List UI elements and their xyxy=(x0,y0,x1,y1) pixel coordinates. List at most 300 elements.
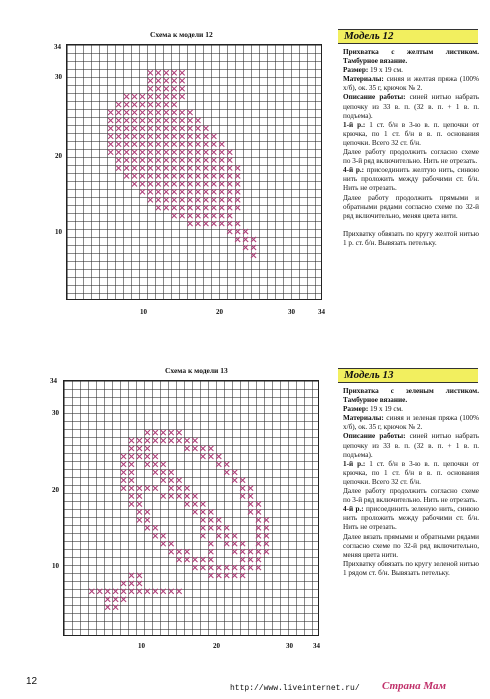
cross-stitch xyxy=(216,533,221,538)
cross-stitch xyxy=(89,589,94,594)
row1-label: 1-й р.: xyxy=(343,120,366,129)
cross-stitch xyxy=(203,205,208,210)
cross-stitch xyxy=(200,525,205,530)
cross-stitch xyxy=(187,197,192,202)
cross-stitch xyxy=(156,142,161,147)
cross-stitch xyxy=(235,205,240,210)
cross-stitch xyxy=(224,533,229,538)
desc-text: синей нитью набрать цепочку из 33 в. п. (32 в. п. + 1 в. п. подъема). xyxy=(343,93,479,120)
cross-stitch xyxy=(153,486,158,491)
cross-stitch xyxy=(124,173,129,178)
cross-stitch xyxy=(121,486,126,491)
cross-stitch xyxy=(216,565,221,570)
cross-stitch xyxy=(232,565,237,570)
axis-top-label: 34 xyxy=(50,377,57,385)
axis-bottom-label-10: 10 xyxy=(138,642,145,650)
cross-stitch xyxy=(219,181,224,186)
cross-stitch xyxy=(227,189,232,194)
cross-stitch xyxy=(172,197,177,202)
cross-stitch xyxy=(164,102,169,107)
cross-stitch xyxy=(240,573,245,578)
cross-stitch xyxy=(172,78,177,83)
cross-stitch xyxy=(195,197,200,202)
cross-stitch xyxy=(243,237,248,242)
cross-stitch xyxy=(211,213,216,218)
cross-stitch xyxy=(172,70,177,75)
cross-stitch xyxy=(187,150,192,155)
cross-stitch xyxy=(219,213,224,218)
cross-stitch xyxy=(224,525,229,530)
cross-stitch xyxy=(169,430,174,435)
cross-stitch xyxy=(132,142,137,147)
row1-text: 1 ст. б/н в 3-ю в. п. цепочки от крючка, по 1 ст. б/н в в. п. основания цепочки. Всего 32 ст. б/н. xyxy=(343,120,479,147)
continue-text-2: Далее работу продолжить прямыми и обратными рядами согласно схеме по 32-й ряд включительно, меняя цвета нити. xyxy=(343,193,479,220)
cross-stitch xyxy=(169,494,174,499)
materials-label: Материалы: xyxy=(343,75,384,84)
cross-stitch xyxy=(195,221,200,226)
cross-stitch xyxy=(164,70,169,75)
cross-stitch xyxy=(224,462,229,467)
cross-stitch xyxy=(132,173,137,178)
cross-stitch xyxy=(227,165,232,170)
cross-stitch xyxy=(140,102,145,107)
cross-stitch xyxy=(172,173,177,178)
cross-stitch xyxy=(180,134,185,139)
cross-stitch xyxy=(140,150,145,155)
cross-stitch xyxy=(156,205,161,210)
cross-stitch xyxy=(161,470,166,475)
cross-stitch xyxy=(224,470,229,475)
cross-stitch xyxy=(172,118,177,123)
cross-stitch xyxy=(140,158,145,163)
cross-stitch xyxy=(203,197,208,202)
axis-left-label-10: 10 xyxy=(55,228,62,236)
cross-stitch xyxy=(105,605,110,610)
model-header-label: Модель 13 xyxy=(344,369,394,381)
cross-stitch xyxy=(156,189,161,194)
cross-stitch xyxy=(211,165,216,170)
axis-bottom-label-34: 34 xyxy=(313,642,320,650)
cross-stitch xyxy=(140,181,145,186)
size-label: Размер: xyxy=(343,405,369,414)
cross-stitch xyxy=(224,541,229,546)
cross-stitch xyxy=(161,462,166,467)
cross-stitch xyxy=(235,189,240,194)
desc-label: Описание работы: xyxy=(343,432,406,441)
cross-stitch xyxy=(227,229,232,234)
cross-stitch xyxy=(227,197,232,202)
cross-stitch xyxy=(129,462,134,467)
cross-stitch xyxy=(124,118,129,123)
cross-stitch xyxy=(124,94,129,99)
cross-stitch xyxy=(219,142,224,147)
cross-stitch xyxy=(200,509,205,514)
cross-stitch xyxy=(203,134,208,139)
cross-stitch xyxy=(187,165,192,170)
cross-stitch xyxy=(145,517,150,522)
cross-stitch xyxy=(227,221,232,226)
cross-stitch xyxy=(211,181,216,186)
chart-title-13: Схема к модели 13 xyxy=(165,366,228,375)
cross-stitch xyxy=(172,189,177,194)
cross-stitch xyxy=(156,126,161,131)
model-description-12 xyxy=(343,48,479,248)
cross-stitch xyxy=(124,158,129,163)
cross-stitch xyxy=(156,94,161,99)
cross-stitch xyxy=(180,158,185,163)
cross-stitch xyxy=(132,150,137,155)
cross-stitch xyxy=(124,150,129,155)
cross-stitch xyxy=(140,142,145,147)
cross-stitch xyxy=(156,173,161,178)
cross-stitch xyxy=(156,118,161,123)
cross-stitch xyxy=(219,150,224,155)
cross-stitch xyxy=(116,118,121,123)
cross-stitch xyxy=(140,110,145,115)
cross-stitch xyxy=(116,165,121,170)
cross-stitch xyxy=(161,533,166,538)
cross-stitch xyxy=(187,126,192,131)
cross-stitch xyxy=(240,494,245,499)
cross-stitch xyxy=(169,486,174,491)
cross-stitch xyxy=(203,221,208,226)
finish-text: Прихватку обвязать по кругу зеленой нитью 1 рядом ст. б/н. Вывязать петельку. xyxy=(343,559,479,577)
row1-text: 1 ст. б/н в 3-ю в. п. цепочки от крючка, по 1 ст. б/н в в. п. основания цепочки. Всего 32 ст. б/н. xyxy=(343,459,479,486)
cross-stitch xyxy=(192,494,197,499)
cross-stitch xyxy=(264,541,269,546)
materials-text: синяя и желтая пряжа (100% х/б), ок. 35 г, крючок № 2. xyxy=(343,75,479,93)
cross-stitch xyxy=(203,126,208,131)
cross-stitch xyxy=(177,557,182,562)
cross-stitch xyxy=(164,134,169,139)
cross-stitch xyxy=(156,158,161,163)
cross-stitch xyxy=(164,158,169,163)
cross-stitch xyxy=(187,221,192,226)
cross-stitch xyxy=(169,589,174,594)
continue-text: Далее работу продолжить согласно схеме по 3-й ряд включительно. Нить не отрезать. xyxy=(343,487,479,505)
cross-stitch xyxy=(145,430,150,435)
cross-stitch xyxy=(256,525,261,530)
cross-stitch xyxy=(184,494,189,499)
cross-stitch xyxy=(184,557,189,562)
cross-stitch xyxy=(240,541,245,546)
cross-stitch xyxy=(145,462,150,467)
cross-stitch xyxy=(256,533,261,538)
chart-grid-13 xyxy=(63,380,319,636)
cross-stitch xyxy=(156,181,161,186)
cross-stitch xyxy=(219,221,224,226)
continue-text-2: Далее вязать прямыми и обратными рядами согласно схеме по 32-й ряд включительно, меняя цвета нити. xyxy=(343,532,479,559)
axis-left-label-30: 30 xyxy=(55,73,62,81)
cross-stitch xyxy=(172,165,177,170)
cross-stitch xyxy=(200,517,205,522)
cross-stitch xyxy=(172,142,177,147)
cross-stitch xyxy=(240,486,245,491)
cross-stitch xyxy=(129,438,134,443)
cross-stitch xyxy=(116,110,121,115)
cross-stitch xyxy=(129,494,134,499)
axis-top-label: 34 xyxy=(54,43,61,51)
cross-stitch xyxy=(129,581,134,586)
cross-stitch xyxy=(235,229,240,234)
cross-stitch xyxy=(164,197,169,202)
cross-stitch xyxy=(161,494,166,499)
size-label: Размер: xyxy=(343,66,369,75)
cross-stitch xyxy=(177,478,182,483)
cross-stitch xyxy=(235,165,240,170)
cross-stitch xyxy=(121,462,126,467)
cross-stitch xyxy=(180,189,185,194)
cross-stitch xyxy=(227,150,232,155)
cross-stitch xyxy=(224,573,229,578)
cross-stitch xyxy=(251,237,256,242)
cross-stitch xyxy=(156,86,161,91)
cross-stitch xyxy=(137,454,142,459)
cross-stitch xyxy=(232,541,237,546)
cross-stitch xyxy=(164,205,169,210)
cross-stitch xyxy=(156,102,161,107)
cross-stitch xyxy=(216,525,221,530)
cross-stitch xyxy=(164,150,169,155)
cross-stitch xyxy=(240,565,245,570)
axis-bottom-label-30: 30 xyxy=(286,642,293,650)
cross-stitch xyxy=(148,134,153,139)
cross-stitch xyxy=(148,102,153,107)
cross-stitch xyxy=(180,118,185,123)
cross-stitch xyxy=(172,126,177,131)
cross-stitch xyxy=(256,557,261,562)
cross-stitch xyxy=(203,150,208,155)
cross-stitch xyxy=(232,573,237,578)
model-header-12 xyxy=(338,29,478,44)
cross-stitch xyxy=(177,494,182,499)
cross-stitch xyxy=(187,189,192,194)
cross-stitch xyxy=(211,205,216,210)
cross-stitch xyxy=(148,173,153,178)
cross-stitch xyxy=(180,142,185,147)
cross-stitch xyxy=(116,142,121,147)
cross-stitch xyxy=(108,110,113,115)
cross-stitch xyxy=(248,486,253,491)
cross-stitch xyxy=(164,118,169,123)
cross-stitch xyxy=(256,541,261,546)
cross-stitch xyxy=(140,189,145,194)
cross-stitch xyxy=(124,110,129,115)
cross-stitch xyxy=(219,158,224,163)
cross-stitch xyxy=(137,509,142,514)
cross-stitch xyxy=(148,78,153,83)
cross-stitch xyxy=(177,549,182,554)
cross-stitch xyxy=(129,446,134,451)
cross-stitch xyxy=(129,589,134,594)
cross-stitch xyxy=(227,205,232,210)
model-header-label: Модель 12 xyxy=(344,30,394,42)
cross-stitch xyxy=(156,70,161,75)
cross-stitch xyxy=(256,549,261,554)
cross-stitch xyxy=(116,134,121,139)
cross-stitch xyxy=(161,430,166,435)
row4-text: присоединить желтую нить, синюю нить проложить между рабочими ст. б/н. Нить не отрезать. xyxy=(343,166,479,193)
cross-stitch xyxy=(116,158,121,163)
stitch-pattern-12 xyxy=(67,45,321,299)
cross-stitch xyxy=(180,173,185,178)
cross-stitch xyxy=(248,549,253,554)
cross-stitch xyxy=(164,78,169,83)
cross-stitch xyxy=(211,221,216,226)
cross-stitch xyxy=(177,430,182,435)
cross-stitch xyxy=(227,158,232,163)
size-value: 19 х 19 см. xyxy=(368,66,403,75)
cross-stitch xyxy=(132,158,137,163)
cross-stitch xyxy=(251,253,256,258)
cross-stitch xyxy=(153,430,158,435)
cross-stitch xyxy=(172,150,177,155)
cross-stitch xyxy=(108,142,113,147)
cross-stitch xyxy=(129,478,134,483)
cross-stitch xyxy=(145,486,150,491)
cross-stitch xyxy=(172,205,177,210)
cross-stitch xyxy=(203,173,208,178)
cross-stitch xyxy=(140,118,145,123)
cross-stitch xyxy=(164,94,169,99)
cross-stitch xyxy=(148,126,153,131)
cross-stitch xyxy=(108,126,113,131)
cross-stitch xyxy=(216,573,221,578)
cross-stitch xyxy=(145,525,150,530)
cross-stitch xyxy=(240,478,245,483)
cross-stitch xyxy=(195,134,200,139)
cross-stitch xyxy=(264,517,269,522)
cross-stitch xyxy=(148,142,153,147)
axis-bottom-label-20: 20 xyxy=(216,308,223,316)
cross-stitch xyxy=(192,501,197,506)
cross-stitch xyxy=(208,509,213,514)
materials-label: Материалы: xyxy=(343,414,384,423)
cross-stitch xyxy=(184,438,189,443)
cross-stitch xyxy=(235,197,240,202)
cross-stitch xyxy=(132,165,137,170)
cross-stitch xyxy=(232,533,237,538)
cross-stitch xyxy=(129,486,134,491)
cross-stitch xyxy=(195,189,200,194)
cross-stitch xyxy=(148,86,153,91)
cross-stitch xyxy=(235,173,240,178)
cross-stitch xyxy=(232,549,237,554)
cross-stitch xyxy=(140,173,145,178)
cross-stitch xyxy=(172,181,177,186)
cross-stitch xyxy=(211,189,216,194)
cross-stitch xyxy=(164,189,169,194)
cross-stitch xyxy=(172,94,177,99)
continue-text: Далее работу продолжить согласно схеме по 3-й ряд включительно. Нить не отрезать. xyxy=(343,148,479,166)
cross-stitch xyxy=(172,134,177,139)
cross-stitch xyxy=(187,213,192,218)
cross-stitch xyxy=(235,237,240,242)
cross-stitch xyxy=(161,541,166,546)
cross-stitch xyxy=(140,126,145,131)
axis-bottom-label-10: 10 xyxy=(140,308,147,316)
cross-stitch xyxy=(187,181,192,186)
cross-stitch xyxy=(184,549,189,554)
cross-stitch xyxy=(180,213,185,218)
cross-stitch xyxy=(156,165,161,170)
cross-stitch xyxy=(243,229,248,234)
cross-stitch xyxy=(216,517,221,522)
axis-left-label-30: 30 xyxy=(52,409,59,417)
cross-stitch xyxy=(195,213,200,218)
cross-stitch xyxy=(180,205,185,210)
cross-stitch xyxy=(153,525,158,530)
cross-stitch xyxy=(177,438,182,443)
cross-stitch xyxy=(195,165,200,170)
cross-stitch xyxy=(153,589,158,594)
cross-stitch xyxy=(216,454,221,459)
cross-stitch xyxy=(169,549,174,554)
cross-stitch xyxy=(164,110,169,115)
cross-stitch xyxy=(211,134,216,139)
cross-stitch xyxy=(192,565,197,570)
chart-title-12: Схема к модели 12 xyxy=(150,30,213,39)
cross-stitch xyxy=(256,501,261,506)
cross-stitch xyxy=(200,565,205,570)
model-title: Прихватка с желтым листиком. Тамбурное вязание. xyxy=(343,48,479,66)
cross-stitch xyxy=(153,454,158,459)
cross-stitch xyxy=(156,134,161,139)
cross-stitch xyxy=(192,509,197,514)
cross-stitch xyxy=(164,181,169,186)
cross-stitch xyxy=(129,470,134,475)
cross-stitch xyxy=(180,110,185,115)
cross-stitch xyxy=(124,165,129,170)
cross-stitch xyxy=(211,173,216,178)
footer-url: http://www.liveinternet.ru/ xyxy=(230,684,360,693)
cross-stitch xyxy=(164,173,169,178)
cross-stitch xyxy=(124,134,129,139)
cross-stitch xyxy=(137,581,142,586)
cross-stitch xyxy=(105,597,110,602)
cross-stitch xyxy=(208,541,213,546)
cross-stitch xyxy=(156,110,161,115)
cross-stitch xyxy=(208,525,213,530)
size-value: 19 х 19 см. xyxy=(368,405,403,414)
cross-stitch xyxy=(195,205,200,210)
cross-stitch xyxy=(180,70,185,75)
cross-stitch xyxy=(140,165,145,170)
cross-stitch xyxy=(164,126,169,131)
cross-stitch xyxy=(148,94,153,99)
cross-stitch xyxy=(251,245,256,250)
cross-stitch xyxy=(248,557,253,562)
axis-bottom-label-20: 20 xyxy=(213,642,220,650)
cross-stitch xyxy=(121,454,126,459)
cross-stitch xyxy=(248,509,253,514)
cross-stitch xyxy=(108,134,113,139)
cross-stitch xyxy=(227,181,232,186)
cross-stitch xyxy=(148,110,153,115)
finish-text: Прихватку обвязать по кругу желтой нитью 1 р. ст. б/н. Вывязать петельку. xyxy=(343,229,479,247)
cross-stitch xyxy=(129,501,134,506)
cross-stitch xyxy=(108,118,113,123)
watermark-logo: Страна Мам xyxy=(382,680,447,692)
cross-stitch xyxy=(248,494,253,499)
cross-stitch xyxy=(208,549,213,554)
model-description-13 xyxy=(343,387,479,578)
cross-stitch xyxy=(124,102,129,107)
cross-stitch xyxy=(256,517,261,522)
cross-stitch xyxy=(97,589,102,594)
cross-stitch xyxy=(121,470,126,475)
cross-stitch xyxy=(200,454,205,459)
